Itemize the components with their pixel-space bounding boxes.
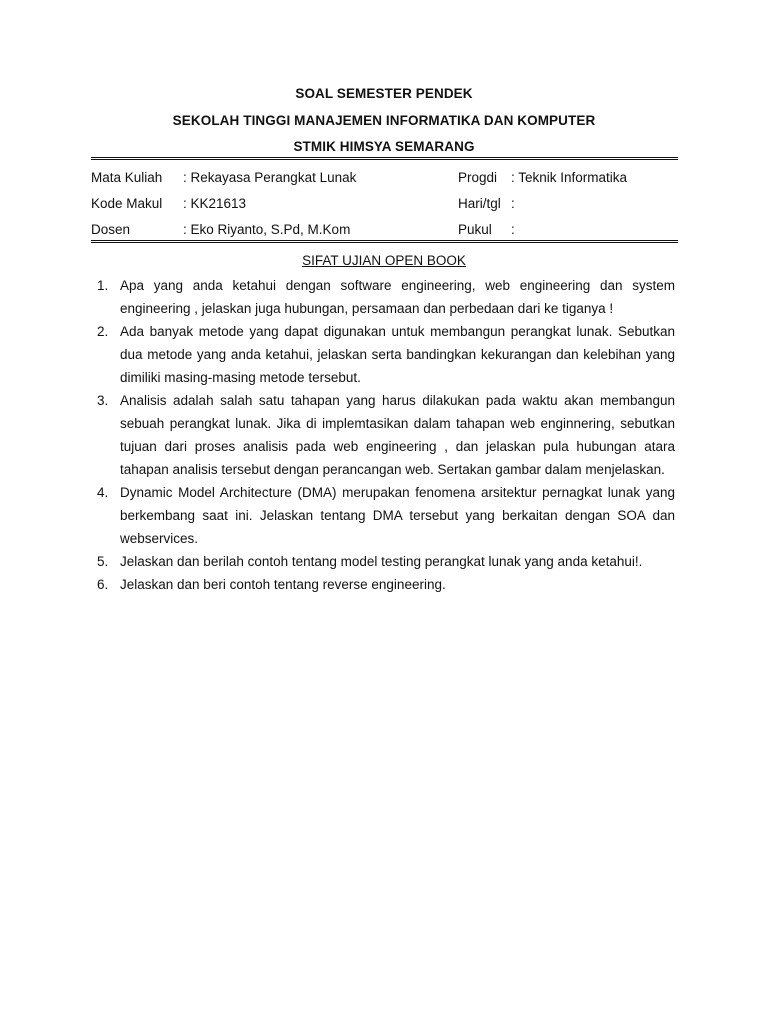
info-row-course bbox=[91, 170, 678, 190]
question-number: 4. bbox=[97, 485, 109, 500]
course-value: : Rekayasa Perangkat Lunak bbox=[183, 170, 357, 185]
question-list bbox=[91, 274, 675, 596]
question-item bbox=[91, 573, 675, 596]
question-item bbox=[91, 481, 675, 550]
question-item bbox=[91, 274, 675, 320]
time-value: : bbox=[511, 222, 515, 237]
info-row-code bbox=[91, 196, 678, 216]
info-row-lecturer bbox=[91, 222, 678, 242]
institution-name: SEKOLAH TINGGI MANAJEMEN INFORMATIKA DAN KOMPUTER bbox=[172, 113, 596, 128]
question-number: 2. bbox=[97, 324, 109, 339]
question-text: Analisis adalah salah satu tahapan yang harus dilakukan pada waktu akan membangun sebuah perangkat lunak. Jika di implemtasikan dalam tahapan web enginnering, sebutkan tujuan dari proses analisis pada web engineering , dan jelaskan pula hubungan atara tahapan analisis tersebut dengan perancangan web. Sertakan gambar dalam menjelaskan. bbox=[120, 393, 675, 477]
lecturer-value: : Eko Riyanto, S.Pd, M.Kom bbox=[183, 222, 351, 237]
question-number: 5. bbox=[97, 554, 109, 569]
date-label: Hari/tgl bbox=[458, 196, 501, 211]
header-divider-top bbox=[91, 157, 678, 160]
date-value: : bbox=[511, 196, 515, 211]
question-item bbox=[91, 320, 675, 389]
question-text: Jelaskan dan berilah contoh tentang model testing perangkat lunak yang anda ketahui!. bbox=[120, 554, 643, 569]
lecturer-label: Dosen bbox=[91, 222, 131, 237]
question-number: 1. bbox=[97, 278, 109, 293]
code-value: : KK21613 bbox=[183, 196, 247, 211]
time-label: Pukul bbox=[458, 222, 492, 237]
question-number: 6. bbox=[97, 577, 109, 592]
question-item bbox=[91, 389, 675, 481]
question-text: Apa yang anda ketahui dengan software engineering, web engineering dan system engineering , jelaskan juga hubungan, persamaan dan perbedaan dari ke tiganya ! bbox=[120, 278, 675, 316]
institution-short-name: STMIK HIMSYA SEMARANG bbox=[293, 139, 475, 154]
question-text: Ada banyak metode yang dapat digunakan untuk membangun perangkat lunak. Sebutkan dua metode yang anda ketahui, jelaskan serta bandingkan kekurangan dan kelebihan yang dimiliki masing-masing metode tersebut. bbox=[120, 324, 675, 385]
question-text: Dynamic Model Architecture (DMA) merupakan fenomena arsitektur pernagkat lunak yang berkembang saat ini. Jelaskan tentang DMA tersebut yang berkaitan dengan SOA dan webservices. bbox=[120, 485, 675, 546]
question-item bbox=[91, 550, 675, 573]
code-label: Kode Makul bbox=[91, 196, 163, 211]
exam-mode-title: SIFAT UJIAN OPEN BOOK bbox=[302, 253, 466, 268]
exam-title: SOAL SEMESTER PENDEK bbox=[295, 86, 473, 101]
program-value: : Teknik Informatika bbox=[511, 170, 628, 185]
program-label: Progdi bbox=[458, 170, 498, 185]
question-number: 3. bbox=[97, 393, 109, 408]
header-divider-bottom bbox=[91, 240, 678, 243]
question-text: Jelaskan dan beri contoh tentang reverse engineering. bbox=[120, 577, 446, 592]
course-label: Mata Kuliah bbox=[91, 170, 163, 185]
